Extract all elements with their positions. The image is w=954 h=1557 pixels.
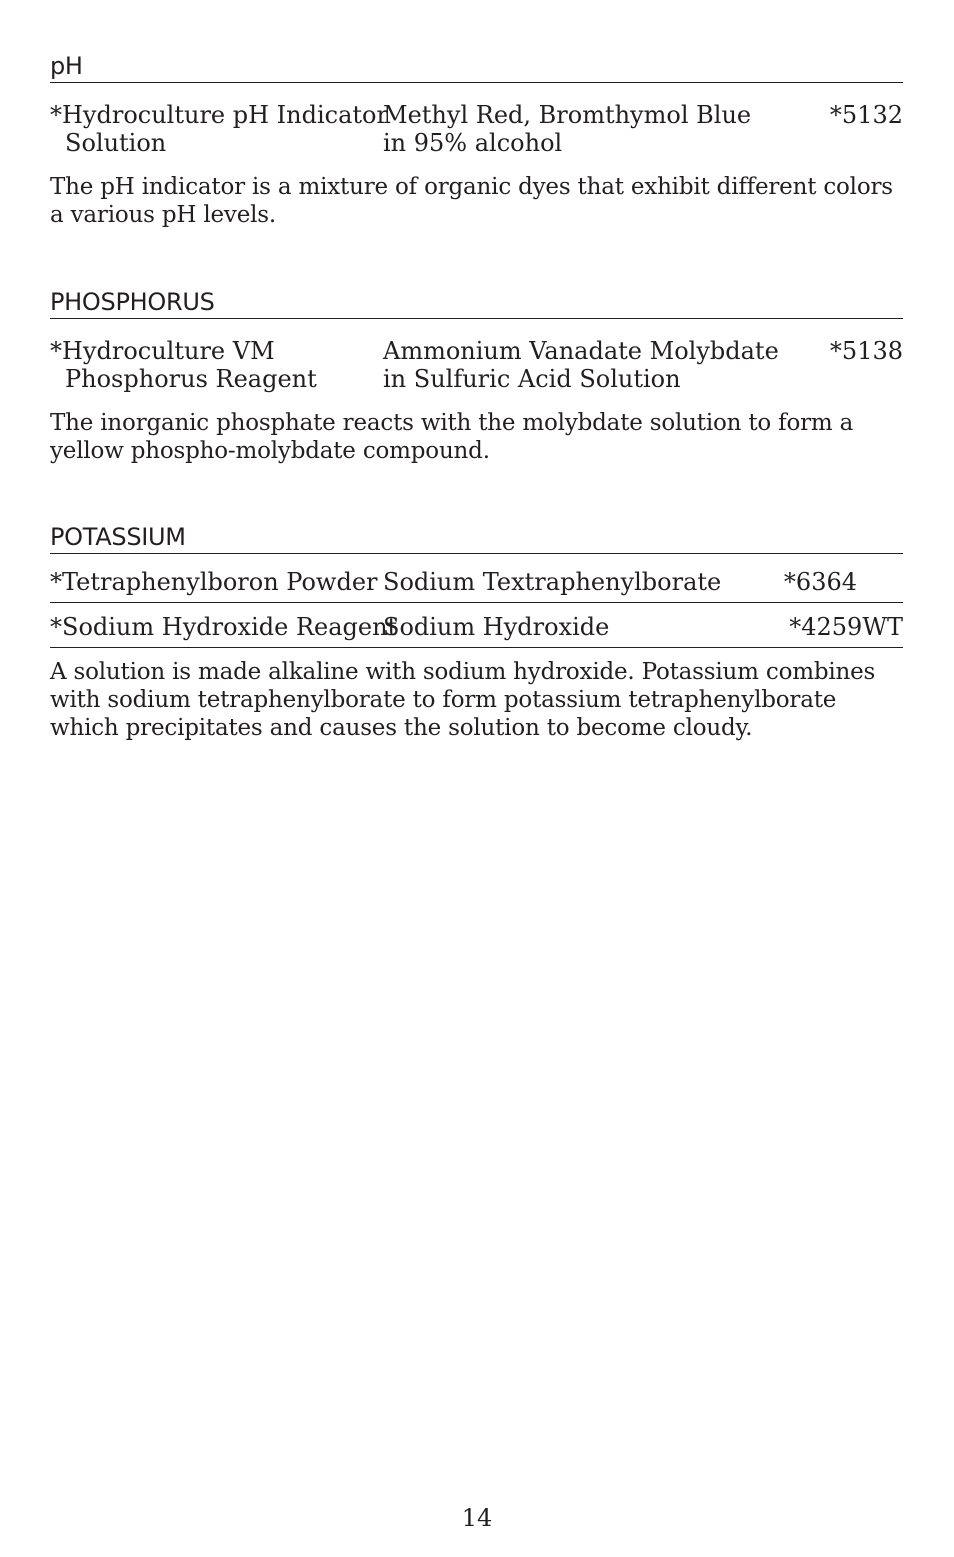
reagent-name: *Tetraphenylboron Powder <box>50 568 378 596</box>
reagent-name-line1: *Hydroculture pH Indicator <box>50 101 388 129</box>
reagent-row <box>50 613 903 648</box>
reagent-composition: Sodium Textraphenylborate <box>383 568 722 596</box>
reagent-composition <box>383 337 779 393</box>
section-ph <box>50 52 903 229</box>
reagent-composition-line2: in 95% alcohol <box>383 129 563 157</box>
section-description: The pH indicator is a mixture of organic dyes that exhibit different colors a various pH levels. <box>50 174 893 228</box>
section-potassium <box>50 523 903 742</box>
reagent-code: *4259WT <box>789 613 903 641</box>
reagent-code: *6364 <box>783 568 857 596</box>
reagent-composition-line1: Ammonium Vanadate Molybdate <box>383 337 779 365</box>
reagent-code: *5132 <box>829 101 903 129</box>
reagent-name <box>50 337 317 393</box>
reagent-name: *Sodium Hydroxide Reagent <box>50 613 398 641</box>
reagent-name <box>50 101 388 157</box>
section-description: A solution is made alkaline with sodium hydroxide. Potassium combines with sodium tetraphenylborate to form potassium tetraphenylborate which precipitates and causes the solution to become cloudy. <box>50 659 876 741</box>
reagent-row <box>50 568 903 603</box>
page-number: 14 <box>461 1504 493 1532</box>
reagent-name-line2: Phosphorus Reagent <box>65 365 317 393</box>
section-heading: POTASSIUM <box>50 523 903 554</box>
reagent-composition-line1: Methyl Red, Bromthymol Blue <box>383 101 752 129</box>
reagent-composition <box>383 101 751 157</box>
reagent-composition: Sodium Hydroxide <box>383 613 610 641</box>
section-description: The inorganic phosphate reacts with the molybdate solution to form a yellow phospho-molybdate compound. <box>50 410 854 464</box>
section-heading: PHOSPHORUS <box>50 288 903 319</box>
section-heading: pH <box>50 52 903 83</box>
reagent-name-line1: *Hydroculture VM <box>50 337 275 365</box>
reagent-composition-line2: in Sulfuric Acid Solution <box>383 365 681 393</box>
section-phosphorus <box>50 288 903 465</box>
reagent-row <box>50 337 903 393</box>
reagent-name-line2: Solution <box>65 129 167 157</box>
reagent-row <box>50 101 903 157</box>
reagent-code: *5138 <box>829 337 903 365</box>
